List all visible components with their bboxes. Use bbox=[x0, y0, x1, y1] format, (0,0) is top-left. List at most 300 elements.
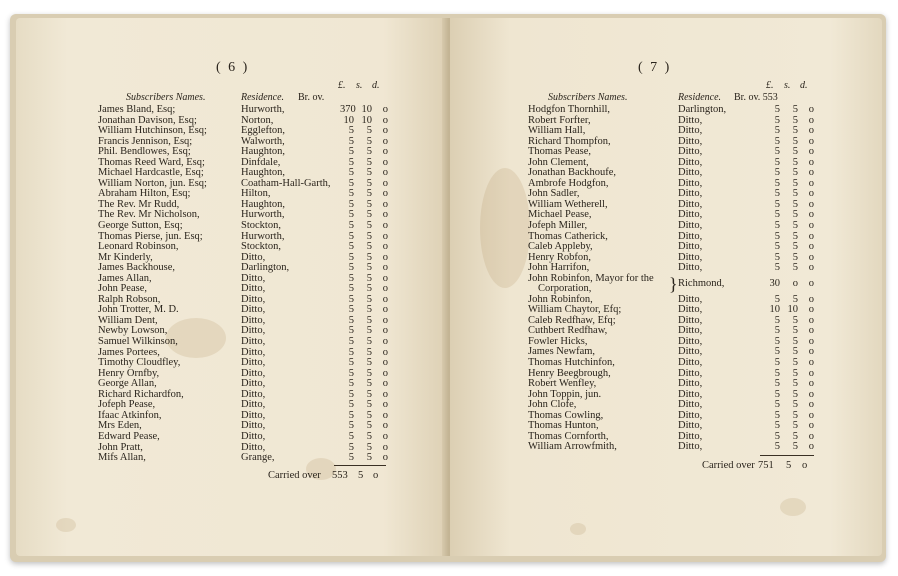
subscriber-residence: Dinfdale, bbox=[241, 156, 281, 168]
subscriber-name: Henry Beegbrough, bbox=[528, 367, 611, 379]
subscriber-shillings: 5 bbox=[792, 156, 798, 168]
subscriber-shillings: 5 bbox=[366, 188, 372, 200]
open-book bbox=[10, 14, 886, 562]
subscriber-shillings: 5 bbox=[366, 272, 372, 284]
subscriber-name: Richard Thompfon, bbox=[528, 135, 611, 147]
subscriber-shillings: 5 bbox=[366, 198, 372, 210]
subscriber-pounds: 5 bbox=[348, 156, 354, 168]
subscriber-pounds: 5 bbox=[348, 346, 354, 358]
subscriber-pence: o bbox=[382, 125, 388, 137]
subscriber-pounds: 5 bbox=[348, 241, 354, 253]
subscriber-shillings: 5 bbox=[366, 314, 372, 326]
subscriber-name: Hodgfon Thornhill, bbox=[528, 104, 611, 115]
subscriber-name: Ifaac Atkinfon, bbox=[98, 409, 162, 421]
subscriber-name: Robert Wenfley, bbox=[528, 378, 597, 390]
subscriber-pence: o bbox=[808, 399, 814, 411]
subscriber-name: John Pratt, bbox=[98, 441, 143, 453]
subscriber-name: Samuel Wilkinson, bbox=[98, 336, 178, 348]
subscriber-name: Thomas Hutchinfon, bbox=[528, 357, 615, 369]
subscriber-pounds: 5 bbox=[348, 283, 354, 295]
subscriber-name: Leonard Robinson, bbox=[98, 241, 179, 253]
subscriber-name: William Arrowfmith, bbox=[528, 441, 617, 453]
subscriber-pence: o bbox=[808, 335, 814, 347]
subscriber-pence: o bbox=[808, 277, 814, 289]
subscriber-shillings: 5 bbox=[792, 114, 798, 126]
subscriber-name: John Toppin, jun. bbox=[528, 388, 602, 400]
subscriber-shillings: 5 bbox=[792, 167, 798, 179]
subscriber-pence: o bbox=[382, 409, 388, 421]
subscriber-name: John Clofe, bbox=[528, 399, 577, 411]
subscriber-name: Thomas Catherick, bbox=[528, 230, 608, 242]
subscriber-pence: o bbox=[382, 230, 388, 242]
subscriber-residence: Ditto, bbox=[678, 335, 703, 347]
subscriber-name: John Pease, bbox=[98, 283, 147, 295]
carried-over-shillings: 5 bbox=[358, 470, 364, 481]
subscriber-name: William Norton, jun. Esq; bbox=[98, 177, 207, 189]
subscriber-shillings: 5 bbox=[366, 146, 372, 158]
subscriber-pence: o bbox=[808, 230, 814, 242]
subscriber-residence: Ditto, bbox=[241, 357, 266, 369]
total-rule bbox=[760, 455, 814, 456]
subscriber-shillings: 5 bbox=[366, 156, 372, 168]
subscriber-residence: Darlington, bbox=[241, 262, 290, 274]
subscriber-shillings: 5 bbox=[366, 452, 372, 464]
subscriber-name: Caleb Redfhaw, Efq; bbox=[528, 314, 616, 326]
subscriber-shillings: 5 bbox=[792, 409, 798, 421]
subscriber-pounds: 5 bbox=[348, 314, 354, 326]
subscriber-pounds: 5 bbox=[348, 441, 354, 453]
subscriber-shillings: 5 bbox=[792, 346, 798, 358]
subscriber-shillings: 5 bbox=[366, 420, 372, 432]
subscriber-pence: o bbox=[808, 420, 814, 432]
subscriber-shillings: 5 bbox=[792, 135, 798, 147]
subscriber-residence: Ditto, bbox=[241, 314, 266, 326]
subscriber-pounds: 5 bbox=[348, 220, 354, 232]
subscriber-residence: Ditto, bbox=[241, 409, 266, 421]
subscriber-shillings: 5 bbox=[366, 293, 372, 305]
subscriber-shillings: 5 bbox=[792, 325, 798, 337]
subscriber-shillings: 5 bbox=[792, 198, 798, 210]
subscriber-residence: Ditto, bbox=[241, 367, 266, 379]
subscriber-residence: Ditto, bbox=[678, 135, 703, 147]
pence-symbol: d. bbox=[800, 80, 808, 91]
subscriber-residence: Haughton, bbox=[241, 198, 286, 210]
subscriber-name: Richard Richardfon, bbox=[98, 388, 184, 400]
subscriber-pounds: 5 bbox=[774, 357, 780, 369]
subscriber-pounds: 5 bbox=[774, 430, 780, 442]
subscriber-name: William Wetherell, bbox=[528, 198, 608, 210]
subscriber-pounds: 5 bbox=[774, 146, 780, 158]
subscriber-shillings: 5 bbox=[792, 262, 798, 274]
subscriber-name: Ambrofe Hodgfon, bbox=[528, 177, 609, 189]
subscriber-pence: o bbox=[808, 314, 814, 326]
subscriber-shillings: 5 bbox=[792, 399, 798, 411]
subscriber-pounds: 5 bbox=[774, 241, 780, 253]
subscriber-shillings: 5 bbox=[792, 188, 798, 200]
subscriber-shillings: 5 bbox=[366, 367, 372, 379]
subscriber-pence: o bbox=[382, 336, 388, 348]
subscriber-residence: Hurworth, bbox=[241, 230, 285, 242]
subscriber-name: William Dent, bbox=[98, 314, 158, 326]
subscriber-pence: o bbox=[382, 262, 388, 274]
subscriber-pounds: 5 bbox=[348, 399, 354, 411]
subscriber-pounds: 5 bbox=[774, 420, 780, 432]
pence-symbol: d. bbox=[372, 80, 380, 91]
subscriber-shillings: 5 bbox=[792, 420, 798, 432]
subscriber-shillings: 5 bbox=[792, 209, 798, 221]
subscriber-pounds: 5 bbox=[774, 209, 780, 221]
subscriber-name: Newby Lowson, bbox=[98, 325, 168, 337]
subscriber-pence: o bbox=[808, 388, 814, 400]
subscriber-residence: Darlington, bbox=[678, 104, 727, 115]
subscriber-residence: Ditto, bbox=[678, 314, 703, 326]
subscriber-pounds: 5 bbox=[774, 367, 780, 379]
subscriber-name: John Trotter, M. D. bbox=[98, 304, 179, 316]
subscriber-residence: Ditto, bbox=[241, 283, 266, 295]
subscriber-name: John Robinfon, Mayor for the bbox=[528, 272, 654, 284]
subscriber-residence: Ditto, bbox=[241, 251, 266, 263]
subscriber-pounds: 5 bbox=[774, 346, 780, 358]
subscriber-residence: Ditto, bbox=[678, 293, 703, 305]
subscriber-residence: Ditto, bbox=[678, 177, 703, 189]
subscriber-name: James Bland, Esq; bbox=[98, 104, 176, 115]
subscriber-pounds: 5 bbox=[348, 272, 354, 284]
subscriber-residence: Walworth, bbox=[241, 135, 285, 147]
subscriber-residence: Ditto, bbox=[678, 114, 703, 126]
subscriber-pence: o bbox=[382, 283, 388, 295]
subscriber-pounds: 5 bbox=[348, 293, 354, 305]
subscriber-residence: Grange, bbox=[241, 452, 275, 464]
subscriber-shillings: 5 bbox=[366, 251, 372, 263]
subscriber-name: James Portees, bbox=[98, 346, 160, 358]
carried-over-label: Carried over bbox=[268, 470, 321, 481]
subscriber-pounds: 5 bbox=[348, 135, 354, 147]
subscriber-pounds: 5 bbox=[348, 230, 354, 242]
subscriber-shillings: 5 bbox=[366, 135, 372, 147]
subscriber-pounds: 5 bbox=[348, 125, 354, 137]
subscriber-residence: Stockton, bbox=[241, 241, 281, 253]
subscriber-residence: Ditto, bbox=[241, 346, 266, 358]
subscriber-pence: o bbox=[808, 304, 814, 316]
subscriber-pence: o bbox=[808, 251, 814, 263]
subscriber-name: Fowler Hicks, bbox=[528, 335, 588, 347]
subscriber-pence: o bbox=[382, 357, 388, 369]
subscriber-pence: o bbox=[808, 104, 814, 115]
subscriber-shillings: 5 bbox=[792, 125, 798, 137]
subscriber-residence: Ditto, bbox=[678, 325, 703, 337]
subscriber-shillings: 5 bbox=[366, 357, 372, 369]
subscriber-pounds: 5 bbox=[774, 409, 780, 421]
subscriber-pence: o bbox=[382, 388, 388, 400]
residence-header: Residence. bbox=[678, 92, 722, 103]
subscriber-pence: o bbox=[808, 156, 814, 168]
subscriber-pounds: 5 bbox=[348, 198, 354, 210]
subscriber-name: Mr Kinderly, bbox=[98, 251, 153, 263]
subscriber-name: Michael Hardcastle, Esq; bbox=[98, 167, 204, 179]
names-header: Subscribers Names. bbox=[126, 92, 206, 103]
residence-header: Residence. bbox=[241, 92, 285, 103]
subscriber-pence: o bbox=[382, 220, 388, 232]
subscriber-shillings: 5 bbox=[792, 388, 798, 400]
subscriber-shillings: 5 bbox=[366, 209, 372, 221]
subscriber-shillings: 5 bbox=[366, 430, 372, 442]
subscriber-pounds: 5 bbox=[348, 420, 354, 432]
subscriber-residence: Ditto, bbox=[241, 378, 266, 390]
carried-over-pence: o bbox=[373, 470, 379, 481]
subscriber-pence: o bbox=[808, 430, 814, 442]
subscriber-pounds: 5 bbox=[348, 357, 354, 369]
subscriber-shillings: 5 bbox=[792, 104, 798, 115]
subscriber-name: Robert Forfter, bbox=[528, 114, 591, 126]
subscriber-pounds: 5 bbox=[774, 177, 780, 189]
brought-over-header: Br. ov. 553 bbox=[734, 92, 778, 103]
subscriber-shillings: 5 bbox=[366, 409, 372, 421]
subscriber-residence: Ditto, bbox=[678, 146, 703, 158]
subscriber-pounds: 5 bbox=[774, 167, 780, 179]
subscriber-pounds: 5 bbox=[774, 251, 780, 263]
subscriber-residence: Ditto, bbox=[678, 304, 703, 316]
subscriber-pence: o bbox=[808, 125, 814, 137]
subscriber-name: John Sadler, bbox=[528, 188, 580, 200]
subscriber-pence: o bbox=[382, 114, 388, 126]
subscriber-pence: o bbox=[382, 241, 388, 253]
subscriber-shillings: 5 bbox=[792, 230, 798, 242]
subscriber-pounds: 5 bbox=[348, 388, 354, 400]
subscriber-pence: o bbox=[808, 346, 814, 358]
subscriber-pence: o bbox=[808, 378, 814, 390]
subscriber-shillings: 5 bbox=[366, 325, 372, 337]
subscriber-name: James Newfam, bbox=[528, 346, 596, 358]
subscriber-pence: o bbox=[382, 420, 388, 432]
subscriber-pounds: 30 bbox=[769, 277, 780, 289]
subscriber-name: Edward Pease, bbox=[98, 430, 160, 442]
carried-over-pounds: 553 bbox=[332, 470, 348, 481]
subscriber-residence: Ditto, bbox=[678, 241, 703, 253]
subscriber-shillings: 5 bbox=[366, 304, 372, 316]
subscriber-pounds: 5 bbox=[348, 430, 354, 442]
subscriber-residence: Hurworth, bbox=[241, 104, 285, 115]
subscriber-name: Thomas Hunton, bbox=[528, 420, 599, 432]
subscriber-residence: Ditto, bbox=[678, 262, 703, 274]
subscriber-pence: o bbox=[808, 293, 814, 305]
subscriber-name: Ralph Robson, bbox=[98, 293, 161, 305]
subscriber-shillings: 5 bbox=[366, 441, 372, 453]
subscriber-shillings: 5 bbox=[792, 251, 798, 263]
subscriber-pounds: 5 bbox=[348, 452, 354, 464]
subscriber-residence: Ditto, bbox=[678, 125, 703, 137]
subscriber-shillings: 5 bbox=[792, 220, 798, 232]
brace-icon: } bbox=[669, 273, 678, 294]
subscriber-pounds: 5 bbox=[774, 399, 780, 411]
subscriber-name: Cuthbert Redfhaw, bbox=[528, 325, 608, 337]
subscriber-residence: Norton, bbox=[241, 114, 274, 126]
subscriber-pounds: 5 bbox=[774, 135, 780, 147]
subscriber-pounds: 5 bbox=[348, 146, 354, 158]
subscriber-name: Francis Jennison, Esq; bbox=[98, 135, 193, 147]
subscriber-pence: o bbox=[382, 167, 388, 179]
subscriber-name: John Harrifon, bbox=[528, 262, 590, 274]
subscriber-residence: Ditto, bbox=[241, 304, 266, 316]
subscriber-shillings: 5 bbox=[366, 220, 372, 232]
subscriber-residence: Ditto, bbox=[678, 198, 703, 210]
subscriber-name: William Hall, bbox=[528, 125, 586, 137]
subscriber-pence: o bbox=[382, 325, 388, 337]
subscriber-shillings: 5 bbox=[366, 388, 372, 400]
subscriber-name: Jofeph Pease, bbox=[98, 399, 156, 411]
names-header: Subscribers Names. bbox=[548, 92, 628, 103]
subscriber-pounds: 5 bbox=[348, 177, 354, 189]
subscriber-pounds: 5 bbox=[348, 409, 354, 421]
subscriber-pounds: 5 bbox=[774, 293, 780, 305]
subscriber-residence: Ditto, bbox=[678, 430, 703, 442]
subscriber-residence: Ditto, bbox=[241, 293, 266, 305]
subscriber-residence: Egglefton, bbox=[241, 125, 286, 137]
subscriber-pounds: 5 bbox=[774, 314, 780, 326]
subscriber-name: James Backhouse, bbox=[98, 262, 175, 274]
subscriber-residence: Ditto, bbox=[678, 357, 703, 369]
subscriber-name: William Chaytor, Efq; bbox=[528, 304, 622, 316]
subscriber-residence: Ditto, bbox=[678, 209, 703, 221]
subscriber-pence: o bbox=[382, 430, 388, 442]
subscriber-pounds: 5 bbox=[348, 378, 354, 390]
subscriber-pence: o bbox=[808, 241, 814, 253]
subscriber-pence: o bbox=[382, 441, 388, 453]
right-page bbox=[450, 18, 882, 556]
subscriber-shillings: 5 bbox=[366, 336, 372, 348]
subscriber-pence: o bbox=[382, 304, 388, 316]
subscriber-residence: Richmond, bbox=[678, 277, 725, 289]
subscriber-pence: o bbox=[382, 198, 388, 210]
subscriber-name: Thomas Cowling, bbox=[528, 409, 604, 421]
subscriber-pounds: 5 bbox=[774, 388, 780, 400]
subscriber-pounds: 5 bbox=[774, 335, 780, 347]
subscriber-name: Michael Pease, bbox=[528, 209, 592, 221]
subscriber-residence: Ditto, bbox=[678, 251, 703, 263]
subscriber-name: William Hutchinson, Esq; bbox=[98, 125, 207, 137]
subscriber-shillings: 5 bbox=[792, 378, 798, 390]
subscriber-name: Thomas Pierse, jun. Esq; bbox=[98, 230, 203, 242]
subscriber-pounds: 5 bbox=[348, 367, 354, 379]
subscriber-residence: Ditto, bbox=[241, 420, 266, 432]
brought-over-header: Br. ov. bbox=[298, 92, 325, 103]
subscriber-pence: o bbox=[382, 251, 388, 263]
subscriber-pence: o bbox=[808, 135, 814, 147]
subscriber-name: The Rev. Mr Rudd, bbox=[98, 198, 180, 210]
subscriber-pence: o bbox=[808, 262, 814, 274]
subscriber-pence: o bbox=[382, 314, 388, 326]
subscriber-shillings: 5 bbox=[792, 146, 798, 158]
subscriber-pounds: 5 bbox=[774, 441, 780, 453]
subscriber-name: Henry Robfon, bbox=[528, 251, 591, 263]
subscriber-pence: o bbox=[808, 357, 814, 369]
page-number: ( 6 ) bbox=[216, 60, 250, 75]
subscriber-shillings: 5 bbox=[366, 262, 372, 274]
subscriber-name: Jofeph Miller, bbox=[528, 220, 588, 232]
pounds-symbol: £. bbox=[766, 80, 774, 91]
subscriber-shillings: 5 bbox=[792, 314, 798, 326]
subscriber-pence: o bbox=[382, 346, 388, 358]
subscriber-pence: o bbox=[382, 188, 388, 200]
subscriber-pounds: 5 bbox=[774, 198, 780, 210]
subscriber-residence: Ditto, bbox=[241, 336, 266, 348]
subscriber-pounds: 5 bbox=[348, 262, 354, 274]
subscriber-pounds: 5 bbox=[774, 104, 780, 115]
subscriber-shillings: 5 bbox=[366, 378, 372, 390]
carried-over-shillings: 5 bbox=[786, 460, 792, 471]
subscriber-shillings: 5 bbox=[366, 346, 372, 358]
subscriber-residence: Ditto, bbox=[241, 272, 266, 284]
subscriber-residence: Haughton, bbox=[241, 146, 286, 158]
subscriber-name: Caleb Appleby, bbox=[528, 241, 593, 253]
subscriber-pounds: 5 bbox=[774, 230, 780, 242]
subscriber-pence: o bbox=[808, 367, 814, 379]
subscriber-shillings: 5 bbox=[792, 367, 798, 379]
total-rule bbox=[334, 465, 386, 466]
subscriber-residence: Ditto, bbox=[678, 441, 703, 453]
subscriber-shillings: 5 bbox=[366, 177, 372, 189]
subscriber-name: Phil. Bendlowes, Esq; bbox=[98, 146, 191, 158]
subscriber-residence: Ditto, bbox=[241, 325, 266, 337]
subscriber-shillings: 10 bbox=[361, 104, 372, 115]
subscriber-residence: Ditto, bbox=[678, 409, 703, 421]
subscriber-shillings: 5 bbox=[792, 357, 798, 369]
subscriber-name: John Clement, bbox=[528, 156, 589, 168]
subscriber-pence: o bbox=[382, 293, 388, 305]
subscriber-name: Thomas Pease, bbox=[528, 146, 591, 158]
subscriber-residence: Ditto, bbox=[241, 441, 266, 453]
subscriber-pence: o bbox=[808, 209, 814, 221]
subscriber-pounds: 5 bbox=[348, 325, 354, 337]
subscriber-pounds: 5 bbox=[774, 125, 780, 137]
subscriber-pounds: 10 bbox=[769, 304, 780, 316]
subscriber-residence: Ditto, bbox=[241, 388, 266, 400]
subscriber-pounds: 5 bbox=[774, 262, 780, 274]
subscriber-pence: o bbox=[382, 367, 388, 379]
subscriber-residence: Haughton, bbox=[241, 167, 286, 179]
subscriber-shillings: 5 bbox=[366, 399, 372, 411]
subscriber-name: George Sutton, Esq; bbox=[98, 220, 183, 232]
subscriber-name-continued: Corporation, bbox=[538, 283, 592, 295]
subscriber-name: Jonathan Davison, Esq; bbox=[98, 114, 197, 126]
subscriber-residence: Ditto, bbox=[678, 188, 703, 200]
subscriber-name: George Allan, bbox=[98, 378, 157, 390]
subscriber-pence: o bbox=[808, 177, 814, 189]
subscriber-name: Mifs Allan, bbox=[98, 452, 146, 464]
subscriber-pounds: 5 bbox=[774, 188, 780, 200]
subscriber-shillings: 5 bbox=[792, 335, 798, 347]
subscriber-pence: o bbox=[382, 209, 388, 221]
subscriber-pounds: 5 bbox=[774, 156, 780, 168]
subscriber-pounds: 5 bbox=[348, 336, 354, 348]
subscriber-name: John Robinfon, bbox=[528, 293, 593, 305]
subscriber-residence: Ditto, bbox=[678, 156, 703, 168]
subscriber-pence: o bbox=[808, 220, 814, 232]
left-page bbox=[16, 18, 448, 556]
subscriber-name: Timothy Cloudfley, bbox=[98, 357, 181, 369]
subscriber-pounds: 5 bbox=[774, 378, 780, 390]
subscriber-residence: Coatham-Hall-Garth, bbox=[241, 177, 331, 189]
subscriber-shillings: 10 bbox=[361, 114, 372, 126]
subscriber-residence: Ditto, bbox=[678, 420, 703, 432]
subscriber-pounds: 5 bbox=[348, 188, 354, 200]
subscriber-residence: Ditto, bbox=[678, 230, 703, 242]
subscriber-name: James Allan, bbox=[98, 272, 152, 284]
subscriber-shillings: 5 bbox=[792, 430, 798, 442]
subscriber-pence: o bbox=[808, 409, 814, 421]
subscriber-shillings: 5 bbox=[366, 230, 372, 242]
carried-over-label: Carried over bbox=[702, 460, 755, 471]
pounds-symbol: £. bbox=[338, 80, 346, 91]
